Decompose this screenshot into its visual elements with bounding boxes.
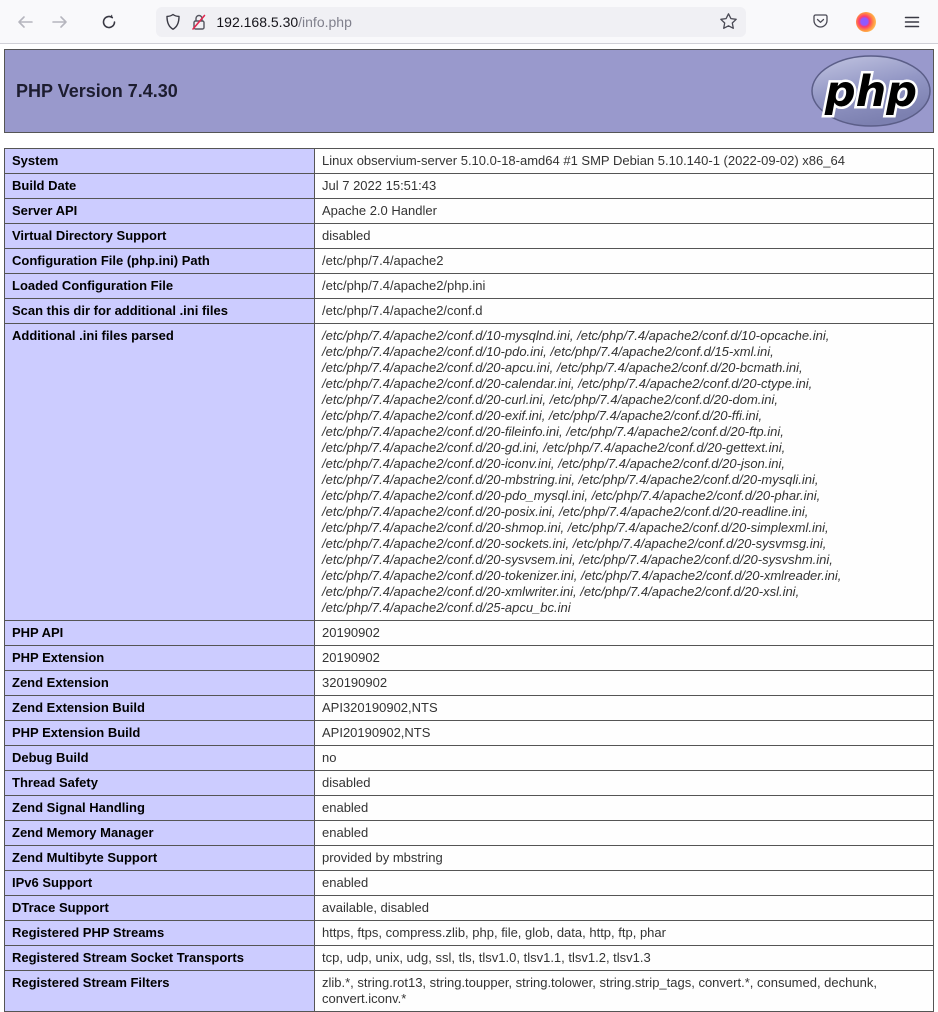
table-row: [5, 646, 934, 671]
info-value: API20190902,NTS: [315, 721, 934, 746]
info-label: Virtual Directory Support: [5, 224, 315, 249]
page-title: PHP Version 7.4.30: [16, 80, 178, 101]
table-row: [5, 149, 934, 174]
page-content: [0, 49, 938, 1012]
forward-icon: [51, 13, 69, 31]
table-row: [5, 796, 934, 821]
forward-button[interactable]: [45, 6, 76, 38]
table-row: [5, 671, 934, 696]
info-value: enabled: [315, 871, 934, 896]
bookmark-star-icon[interactable]: [719, 12, 738, 31]
table-row: [5, 821, 934, 846]
info-value: /etc/php/7.4/apache2/conf.d: [315, 299, 934, 324]
info-value: enabled: [315, 796, 934, 821]
info-label: PHP Extension Build: [5, 721, 315, 746]
info-label: Zend Multibyte Support: [5, 846, 315, 871]
table-row: [5, 696, 934, 721]
table-row: [5, 199, 934, 224]
info-value: no: [315, 746, 934, 771]
reload-button[interactable]: [94, 6, 125, 38]
back-button[interactable]: [10, 6, 41, 38]
toolbar-right-icons: [804, 6, 928, 38]
table-row: [5, 771, 934, 796]
table-row: [5, 921, 934, 946]
url-bar[interactable]: [156, 7, 746, 37]
info-value: enabled: [315, 821, 934, 846]
info-label: Additional .ini files parsed: [5, 324, 315, 621]
info-label: PHP API: [5, 621, 315, 646]
info-label: Scan this dir for additional .ini files: [5, 299, 315, 324]
info-value: /etc/php/7.4/apache2/conf.d/10-mysqlnd.ini, /etc/php/7.4/apache2/conf.d/10-opcache.ini, /etc/php/7.4/apache2/conf.d/10-pdo.ini, /etc/php/7.4/apache2/conf.d/15-xml.ini, /etc/php/7.4/apache2/conf.d/20-apcu.ini, /etc/php/7.4/apache2/conf.d/20-bcmath.ini, /etc/php/7.4/apache2/conf.d/20-calendar.ini, /etc/php/7.4/apache2/conf.d/20-ctype.ini, /etc/php/7.4/apache2/conf.d/20-curl.ini, /etc/php/7.4/apache2/conf.d/20-dom.ini, /etc/php/7.4/apache2/conf.d/20-exif.ini, /etc/php/7.4/apache2/conf.d/20-ffi.ini, /etc/php/7.4/apache2/conf.d/20-fileinfo.ini, /etc/php/7.4/apache2/conf.d/20-ftp.ini, /etc/php/7.4/apache2/conf.d/20-gd.ini, /etc/php/7.4/apache2/conf.d/20-gettext.ini, /etc/php/7.4/apache2/conf.d/20-iconv.ini, /etc/php/7.4/apache2/conf.d/20-json.ini, /etc/php/7.4/apache2/conf.d/20-mbstring.ini, /etc/php/7.4/apache2/conf.d/20-mysqli.ini, /etc/php/7.4/apache2/conf.d/20-pdo_mysql.ini, /etc/php/7.4/apache2/conf.d/20-phar.ini, /etc/php/7.4/apache2/conf.d/20-posix.ini, /etc/php/7.4/apache2/conf.d/20-readline.ini, /etc/php/7.4/apache2/conf.d/20-shmop.ini, /etc/php/7.4/apache2/conf.d/20-simplexml.ini, /etc/php/7.4/apache2/conf.d/20-sockets.ini, /etc/php/7.4/apache2/conf.d/20-sysvmsg.ini, /etc/php/7.4/apache2/conf.d/20-sysvsem.ini, /etc/php/7.4/apache2/conf.d/20-sysvshm.ini, /etc/php/7.4/apache2/conf.d/20-tokenizer.ini, /etc/php/7.4/apache2/conf.d/20-xmlreader.ini, /etc/php/7.4/apache2/conf.d/20-xmlwriter.ini, /etc/php/7.4/apache2/conf.d/20-xsl.ini, /etc/php/7.4/apache2/conf.d/25-apcu_bc.ini: [315, 324, 934, 621]
info-label: PHP Extension: [5, 646, 315, 671]
info-label: Registered Stream Socket Transports: [5, 946, 315, 971]
info-value: API320190902,NTS: [315, 696, 934, 721]
shield-icon[interactable]: [164, 13, 182, 31]
info-value: disabled: [315, 771, 934, 796]
info-value: zlib.*, string.rot13, string.toupper, string.tolower, string.strip_tags, convert.*, consumed, dechunk, convert.iconv.*: [315, 971, 934, 1012]
info-value: Linux observium-server 5.10.0-18-amd64 #1 SMP Debian 5.10.140-1 (2022-09-02) x86_64: [315, 149, 934, 174]
url-path: /info.php: [298, 13, 352, 30]
firefox-account-button[interactable]: [850, 6, 882, 38]
table-row: [5, 224, 934, 249]
table-row: [5, 174, 934, 199]
table-row: [5, 274, 934, 299]
info-value: 20190902: [315, 621, 934, 646]
info-label: Configuration File (php.ini) Path: [5, 249, 315, 274]
pocket-icon: [811, 12, 830, 31]
info-label: Server API: [5, 199, 315, 224]
app-menu-button[interactable]: [896, 6, 928, 38]
php-version-header: [4, 49, 934, 133]
info-value: /etc/php/7.4/apache2: [315, 249, 934, 274]
table-row: [5, 946, 934, 971]
info-label: IPv6 Support: [5, 871, 315, 896]
insecure-lock-icon[interactable]: [190, 13, 208, 31]
info-label: Build Date: [5, 174, 315, 199]
info-label: Zend Signal Handling: [5, 796, 315, 821]
info-value: Apache 2.0 Handler: [315, 199, 934, 224]
info-label: Loaded Configuration File: [5, 274, 315, 299]
reload-icon: [100, 13, 118, 31]
info-value: https, ftps, compress.zlib, php, file, glob, data, http, ftp, phar: [315, 921, 934, 946]
table-row: [5, 721, 934, 746]
url-text[interactable]: [216, 14, 711, 30]
back-icon: [16, 13, 34, 31]
php-logo: [810, 54, 932, 128]
info-value: 320190902: [315, 671, 934, 696]
info-value: provided by mbstring: [315, 846, 934, 871]
svg-text:php: php: [824, 67, 918, 117]
info-label: Registered PHP Streams: [5, 921, 315, 946]
table-row: [5, 249, 934, 274]
pocket-button[interactable]: [804, 6, 836, 38]
info-value: Jul 7 2022 15:51:43: [315, 174, 934, 199]
info-value: available, disabled: [315, 896, 934, 921]
url-host: 192.168.5.30: [216, 13, 299, 30]
info-label: Debug Build: [5, 746, 315, 771]
info-label: Zend Memory Manager: [5, 821, 315, 846]
info-label: System: [5, 149, 315, 174]
info-value: tcp, udp, unix, udg, ssl, tls, tlsv1.0, tlsv1.1, tlsv1.2, tlsv1.3: [315, 946, 934, 971]
info-value: 20190902: [315, 646, 934, 671]
firefox-icon: [856, 12, 876, 32]
table-row: [5, 846, 934, 871]
table-row: [5, 299, 934, 324]
php-info-table: [4, 148, 934, 1012]
info-table-body: [5, 149, 934, 1012]
browser-toolbar: [0, 0, 938, 44]
table-row: [5, 746, 934, 771]
info-value: disabled: [315, 224, 934, 249]
info-label: Thread Safety: [5, 771, 315, 796]
info-value: /etc/php/7.4/apache2/php.ini: [315, 274, 934, 299]
info-label: Registered Stream Filters: [5, 971, 315, 1012]
info-label: Zend Extension: [5, 671, 315, 696]
info-label: DTrace Support: [5, 896, 315, 921]
table-row: [5, 971, 934, 1012]
table-row: [5, 621, 934, 646]
table-row: [5, 324, 934, 621]
hamburger-menu-icon: [903, 13, 921, 31]
info-label: Zend Extension Build: [5, 696, 315, 721]
table-row: [5, 871, 934, 896]
table-row: [5, 896, 934, 921]
